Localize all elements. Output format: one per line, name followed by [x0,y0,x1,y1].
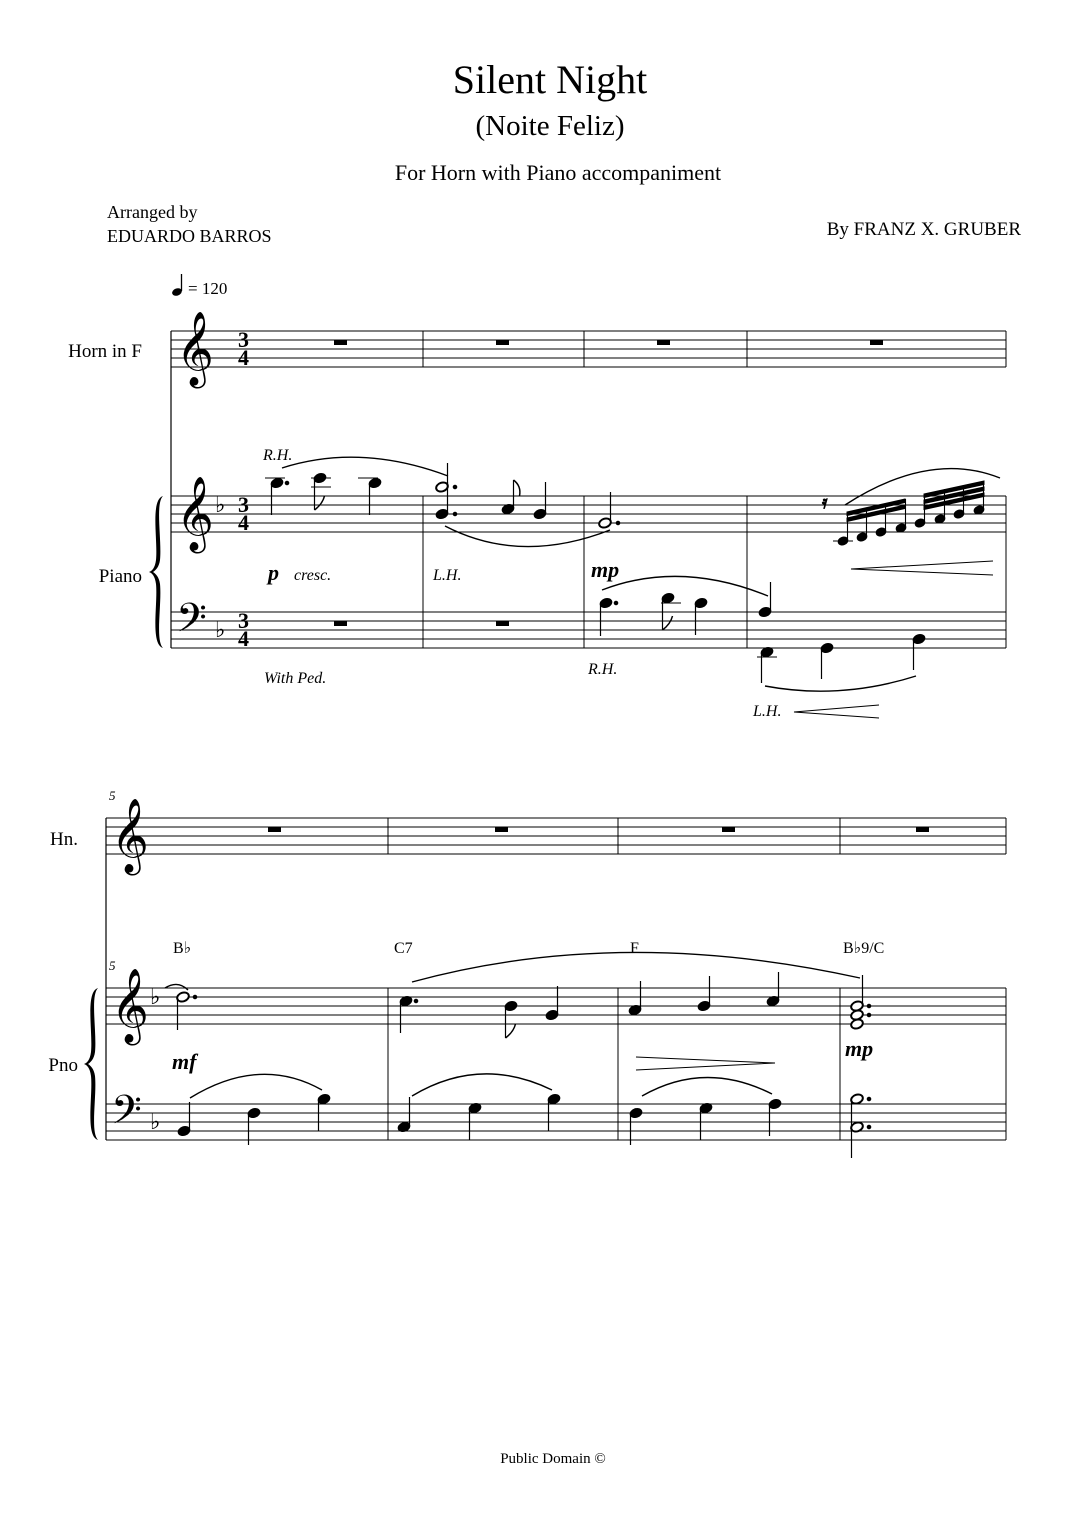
bass-clef-icon: 𝄢 [111,1089,142,1142]
chord-symbols [173,940,884,957]
tempo-marking [171,274,227,298]
lh-marking: L.H. [433,567,462,584]
score-subtitle: (Noite Feliz) [475,110,625,142]
rh-marking: R.H. [263,447,293,464]
dynamic-mp: mp [591,557,620,582]
piano-bass-notes [599,582,926,683]
flat-key-signature-icon: ♭ [215,492,226,517]
measure-number: 5 [109,958,116,973]
time-sig-top: 3 [238,608,249,633]
piano-label: Pno [48,1055,78,1076]
bass-rests [334,621,509,626]
time-sig-top: 3 [238,492,249,517]
horn-staff [171,331,1006,367]
time-sig-bottom: 4 [238,345,249,370]
bass-clef-icon: 𝄢 [176,597,207,650]
treble-clef-icon: 𝄞 [111,800,149,871]
copyright-footer: Public Domain © [500,1451,606,1467]
piano-brace [149,496,163,648]
time-sig-bottom: 4 [238,626,249,651]
flat-key-signature-icon: ♭ [215,617,226,642]
time-sig-bottom: 4 [238,510,249,535]
horn-rests [334,340,883,345]
chord-symbol: B♭9/C [843,940,885,957]
cresc-marking: cresc. [294,567,332,584]
chord-symbol: B♭ [173,940,192,957]
arranger-label: Arranged by [107,202,198,222]
time-sig-top: 3 [238,327,249,352]
piano-label: Piano [98,566,142,587]
horn-label: Horn in F [68,341,142,362]
horn-staff [106,818,1006,854]
score-title: Silent Night [452,57,648,102]
lh-marking: L.H. [753,703,782,720]
rh-marking: R.H. [588,661,618,678]
composer: By FRANZ X. GRUBER [826,219,1021,240]
treble-clef-icon: 𝄞 [176,313,214,384]
hairpin [636,1057,775,1070]
piano-brace [84,988,98,1140]
slurs [165,952,860,990]
horn-label: Hn. [50,829,78,850]
chord-symbol: C7 [394,940,413,957]
slurs [190,1074,772,1098]
chord-symbol: F [630,940,639,957]
flat-key-signature-icon: ♭ [150,984,161,1009]
horn-rests [268,827,929,832]
piano-bass-staff [171,612,1006,648]
instrumentation: For Horn with Piano accompaniment [394,160,722,185]
measure-number: 5 [109,788,116,803]
piano-treble-notes [176,972,871,1038]
dynamic-mf: mf [172,1049,197,1074]
dynamic-mp: mp [845,1036,874,1061]
piano-bass-notes [177,1093,871,1158]
treble-clef-icon: 𝄞 [111,970,149,1041]
sixteenth-rest-icon: 𝄿 [822,492,828,512]
time-signature [238,327,249,651]
slurs [602,576,916,691]
tempo-text: = 120 [188,279,228,298]
dynamic-p: p [268,560,279,585]
piano-bass-staff [106,1104,1006,1140]
expression-markings [262,447,781,720]
system-2 [106,818,1006,1140]
dynamics [172,1036,873,1074]
system-1 [171,331,1006,648]
arranger-name: EDUARDO BARROS [107,226,272,246]
treble-clef-icon: 𝄞 [176,478,214,549]
flat-key-signature-icon: ♭ [150,1109,161,1134]
pedal-marking: With Ped. [264,670,327,687]
